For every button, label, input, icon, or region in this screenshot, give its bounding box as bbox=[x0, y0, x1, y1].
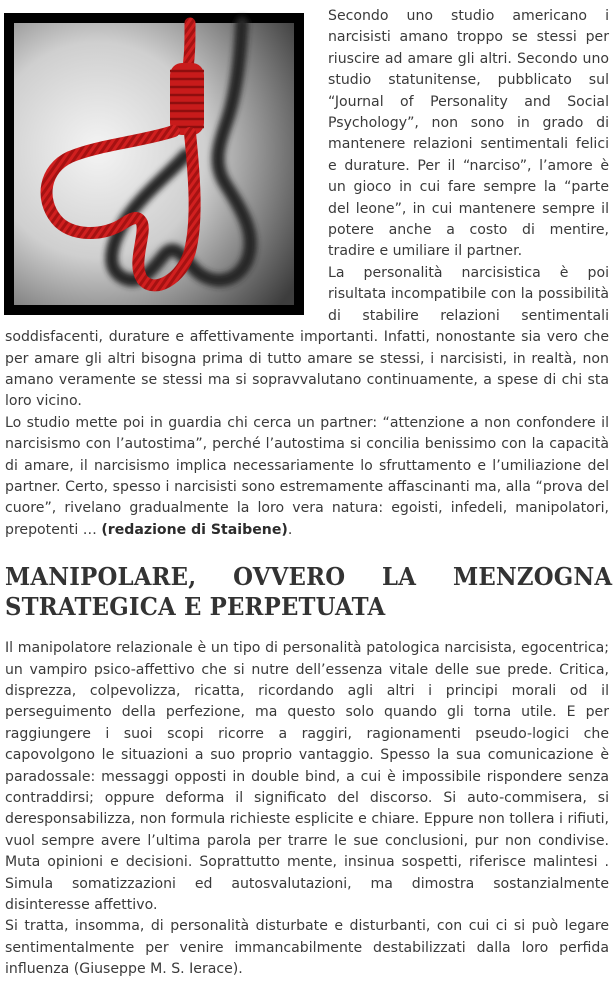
section-paragraph: Si tratta, insomma, di personalità disturbate e disturbanti, con cui ci si può legare sentimentalmente per venire immancabilmente destabilizzati dalla loro perfida influenza (Giuseppe M. S. Ierace). bbox=[5, 918, 609, 978]
intro-paragraph: Secondo uno studio americano i narcisisti amano troppo se stessi per riuscire ad amare gli altri. Secondo uno studio statunitense, pubblicato sul “Journal of Personality and Social Psychology”, non sono in grado di mantenere relazioni sentimentali felici e durature. Per il “narciso”, l’amore è un gioco in cui fare sempre la “parte del leone”, in cui mantenere sempre il potere anche a costo di mentire, tradire e umiliare il partner. bbox=[328, 8, 609, 260]
intro-closing-text: Lo studio mette poi in guardia chi cerca un partner: “attenzione a non confondere il narcisismo con l’autostima”, perché l’autostima si concilia benissimo con la capacità di amare, il narcisismo implica necessariamente lo sfruttamento e l’umiliazione del partner. Certo, spesso i narcisisti sono estremamente affascinanti ma, alla “prova del cuore”, rivelano gradualmente la loro vera natura: egoisti, infedeli, manipolatori, prepotenti … bbox=[5, 414, 609, 538]
intro-paragraph: La personalità narcisistica è poi risultata incompatibile con la possibilità di stabilire relazioni sentimentali soddisfacenti, durature e affettivamente importanti. Infatti, nonostante sia vero che per amare gli altri bisogna prima di tutto amare se stessi, i narcisisti, in realtà, non amano veramente se stessi ma si sopravvalutano continuamente, a spese di chi sta loro vicino. bbox=[5, 264, 609, 410]
source-credit: (redazione di Staibene) bbox=[101, 521, 288, 538]
rope-knot bbox=[170, 63, 204, 135]
intro-closing-paragraph bbox=[5, 413, 609, 541]
manipulation-section bbox=[5, 638, 609, 981]
section-heading: MANIPOLARE, OVVERO LA MENZOGNA STRATEGICA E PERPETUATA bbox=[5, 562, 613, 622]
section-paragraph: Il manipolatore relazionale è un tipo di personalità patologica narcisista, egocentrica; un vampiro psico-affettivo che si nutre dell’essenza vitale delle sue prede. Critica, disprezza, colpevolizza, ricatta, ricordando agli altri i principi morali od il perseguimento della perfezione, ma questo solo quando gli torna utile. E per raggiungere i suoi scopi ricorre a raggiri, ragionamenti pseudo-logici che capovolgono le situazioni a suo proprio vantaggio. Spesso la sua comunicazione è paradossale: messaggi opposti in double bind, a cui è impossibile rispondere senza contraddirsi; oppure deforma il significato del discorso. Si auto-commisera, si deresponsabilizza, non formula richieste esplicite e chiare. Eppure non tollera i rifiuti, vuol sempre avere l’ultima parola per trarre le sue conclusioni, pur non condivise. Muta opinioni e decisioni. Soprattutto mente, insinua sospetti, riferisce malintesi . Simula somatizzazioni ed autosvalutazioni, ma dimostra sostanzialmente disinteresse affettivo. bbox=[5, 640, 609, 914]
credit-tail: . bbox=[287, 521, 293, 538]
noose-image-frame bbox=[4, 13, 304, 315]
heart-noose-image bbox=[14, 23, 294, 305]
rope-top bbox=[188, 23, 190, 67]
